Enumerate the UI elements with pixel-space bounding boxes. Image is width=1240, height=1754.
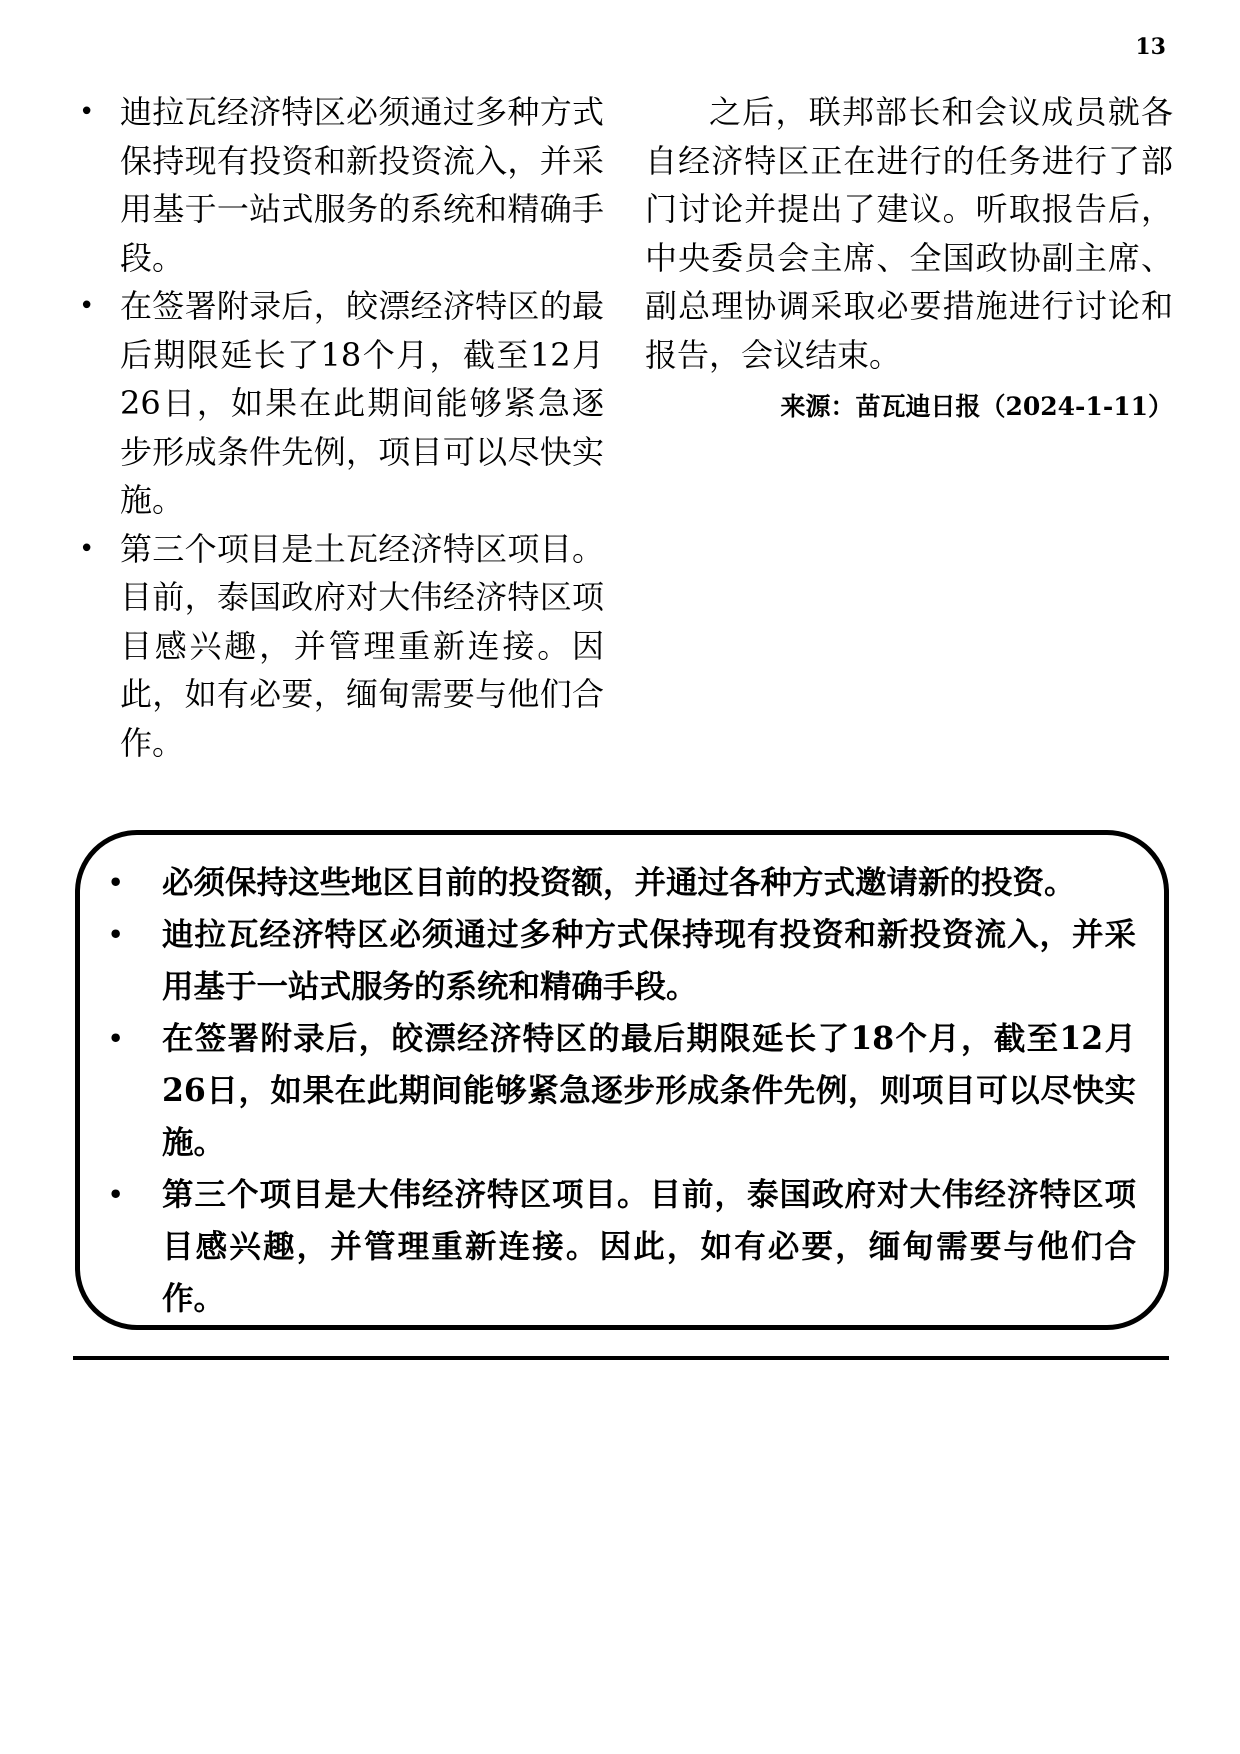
list-item bbox=[100, 1013, 1136, 1169]
list-item bbox=[76, 88, 604, 282]
list-item bbox=[76, 525, 604, 768]
summary-box bbox=[75, 830, 1169, 1330]
bullet-icon: • bbox=[108, 868, 124, 897]
bullet-icon: • bbox=[108, 1180, 124, 1209]
list-item-text: 迪拉瓦经济特区必须通过多种方式保持现有投资和新投资流入，并采用基于一站式服务的系统和精确手段。 bbox=[120, 93, 604, 277]
right-column bbox=[645, 88, 1173, 427]
list-item-text: 必须保持这些地区目前的投资额，并通过各种方式邀请新的投资。 bbox=[162, 864, 1076, 901]
bullet-icon: • bbox=[79, 291, 95, 321]
left-bullet-list bbox=[76, 88, 604, 767]
list-item-text: 第三个项目是大伟经济特区项目。目前，泰国政府对大伟经济特区项目感兴趣，并管理重新连接。因此，如有必要，缅甸需要与他们合作。 bbox=[162, 1176, 1136, 1317]
list-item-text: 第三个项目是土瓦经济特区项目。目前，泰国政府对大伟经济特区项目感兴趣，并管理重新连接。因此，如有必要，缅甸需要与他们合作。 bbox=[120, 529, 604, 762]
list-item bbox=[100, 1169, 1136, 1325]
left-column bbox=[76, 88, 604, 767]
page-number: 13 bbox=[1135, 34, 1166, 60]
list-item-text: 在签署附录后，皎漂经济特区的最后期限延长了18个月，截至12月26日，如果在此期间能够紧急逐步形成条件先例，则项目可以尽快实施。 bbox=[162, 1020, 1136, 1161]
list-item bbox=[100, 857, 1136, 909]
bullet-icon: • bbox=[108, 920, 124, 949]
bullet-icon: • bbox=[79, 97, 95, 127]
body-paragraph: 之后，联邦部长和会议成员就各自经济特区正在进行的任务进行了部门讨论并提出了建议。听取报告后，中央委员会主席、全国政协副主席、副总理协调采取必要措施进行讨论和报告，会议结束。 bbox=[645, 93, 1173, 374]
list-item bbox=[100, 909, 1136, 1013]
bullet-icon: • bbox=[79, 533, 95, 564]
summary-bullet-list bbox=[100, 857, 1136, 1325]
bullet-icon: • bbox=[108, 1024, 124, 1053]
list-item-text: 迪拉瓦经济特区必须通过多种方式保持现有投资和新投资流入，并采用基于一站式服务的系统和精确手段。 bbox=[162, 916, 1136, 1005]
horizontal-rule bbox=[73, 1356, 1169, 1360]
source-citation: 来源：苗瓦迪日报（2024-1-11） bbox=[780, 392, 1173, 421]
list-item bbox=[76, 282, 604, 525]
list-item-text: 在签署附录后，皎漂经济特区的最后期限延长了18个月，截至12月26日，如果在此期间能够紧急逐步形成条件先例，项目可以尽快实施。 bbox=[120, 287, 604, 519]
